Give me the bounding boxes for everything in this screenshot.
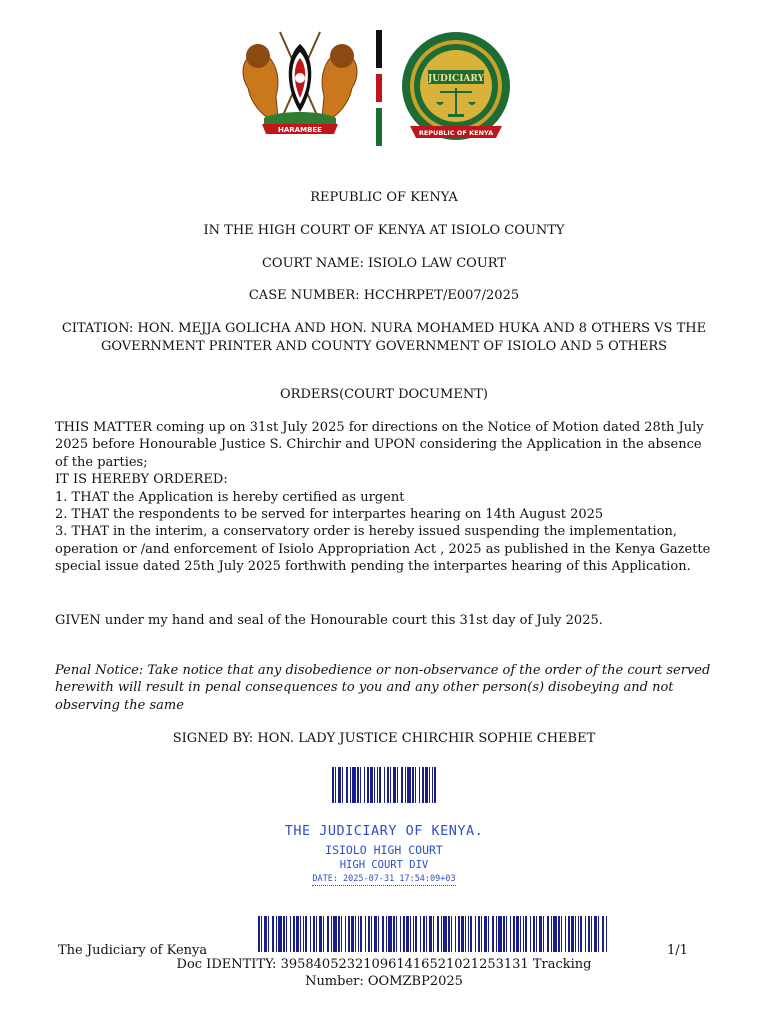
barcode-bar bbox=[393, 916, 395, 952]
barcode-bar bbox=[384, 767, 385, 803]
judiciary-seal bbox=[398, 30, 514, 146]
barcode-bar bbox=[598, 916, 599, 952]
barcode-bar bbox=[536, 916, 537, 952]
barcode-bar bbox=[276, 916, 277, 952]
barcode-bar bbox=[568, 916, 570, 952]
order-line: 1. THAT the Application is hereby certified as urgent bbox=[55, 489, 405, 505]
barcode-bar bbox=[364, 767, 365, 803]
barcode-bar bbox=[441, 916, 442, 952]
stamp-division: HIGH COURT DIV bbox=[339, 859, 429, 871]
barcode-bar bbox=[513, 916, 515, 952]
barcode-bar bbox=[468, 916, 469, 952]
barcode-bar bbox=[358, 916, 359, 952]
barcode-bar bbox=[405, 767, 406, 803]
barcode-bar bbox=[470, 916, 472, 952]
barcode-bar bbox=[333, 916, 337, 952]
barcode-bar bbox=[523, 916, 524, 952]
barcode-bar bbox=[387, 767, 389, 803]
barcode-bar bbox=[594, 916, 597, 952]
barcode-bar bbox=[455, 916, 456, 952]
barcode-bar bbox=[448, 916, 450, 952]
barcode-bar bbox=[551, 916, 552, 952]
barcode-bar bbox=[498, 916, 502, 952]
barcode-bar bbox=[374, 767, 375, 803]
barcode-bar bbox=[533, 916, 535, 952]
barcode-bar bbox=[335, 767, 336, 803]
seal-title: JUDICIARY bbox=[427, 74, 485, 84]
footer-left: The Judiciary of Kenya bbox=[58, 943, 208, 958]
barcode-bar bbox=[478, 916, 480, 952]
order-line: 2025 before Honourable Justice S. Chirchir and UPON considering the Application in the absence bbox=[55, 437, 702, 453]
barcode-bar bbox=[415, 916, 417, 952]
order-line: 3. THAT in the interim, a conservatory order is hereby issued suspending the implementation, bbox=[55, 524, 678, 540]
barcode-bar bbox=[413, 916, 414, 952]
barcode-bar bbox=[530, 916, 531, 952]
barcode-bar bbox=[360, 767, 361, 803]
barcode-bar bbox=[506, 916, 507, 952]
barcode-bar bbox=[461, 916, 464, 952]
barcode-bar bbox=[520, 916, 521, 952]
barcode-bar bbox=[350, 767, 351, 803]
barcode-bar bbox=[355, 916, 356, 952]
barcode-bar bbox=[338, 916, 340, 952]
penal-line: herewith will result in penal consequences to you and any other person(s) disobeying and not bbox=[55, 680, 674, 696]
barcode-bar bbox=[342, 767, 343, 803]
barcode-bar bbox=[378, 916, 379, 952]
citation-line-1: CITATION: HON. MEJJA GOLICHA AND HON. NURA MOHAMED HUKA AND 8 OTHERS VS THE bbox=[61, 321, 707, 336]
barcode-bar bbox=[571, 916, 574, 952]
barcode-bar bbox=[388, 916, 392, 952]
barcode-bar bbox=[346, 767, 348, 803]
order-line: special issue dated 25th July 2025 forthwith pending the interpartes hearing of this Application. bbox=[55, 559, 691, 575]
barcode-bar bbox=[565, 916, 566, 952]
barcode-bar bbox=[410, 916, 411, 952]
barcode-bar bbox=[602, 916, 604, 952]
barcode-bar bbox=[591, 916, 592, 952]
barcode-bar bbox=[303, 916, 304, 952]
arms-motto: HARAMBEE bbox=[278, 126, 322, 134]
barcode-bar bbox=[393, 767, 396, 803]
penal-notice bbox=[55, 662, 715, 714]
barcode-bar bbox=[390, 767, 391, 803]
barcode-bar bbox=[377, 767, 378, 803]
court-heading: IN THE HIGH COURT OF KENYA AT ISIOLO COUNTY bbox=[203, 223, 565, 238]
barcode-bar bbox=[434, 767, 436, 803]
barcode-bar bbox=[331, 916, 332, 952]
barcode-bar bbox=[475, 916, 476, 952]
citation-line-2: GOVERNMENT PRINTER AND COUNTY GOVERNMENT OF ISIOLO AND 5 OTHERS bbox=[100, 339, 668, 354]
barcode-bar bbox=[426, 916, 427, 952]
barcode-bar bbox=[558, 916, 560, 952]
stamp-barcode bbox=[332, 767, 436, 803]
barcode-bar bbox=[407, 767, 411, 803]
barcode-bar bbox=[352, 767, 356, 803]
barcode-bar bbox=[327, 916, 329, 952]
barcode-bar bbox=[313, 916, 315, 952]
stamp-date bbox=[0, 874, 768, 884]
order-line: IT IS HEREBY ORDERED: bbox=[55, 472, 228, 488]
barcode-bar bbox=[547, 916, 549, 952]
barcode-bar bbox=[429, 916, 432, 952]
barcode-bar bbox=[319, 916, 322, 952]
barcode-bar bbox=[575, 916, 576, 952]
barcode-bar bbox=[484, 916, 487, 952]
barcode-bar bbox=[561, 916, 562, 952]
barcode-bar bbox=[397, 767, 398, 803]
barcode-bar bbox=[492, 916, 494, 952]
barcode-bar bbox=[300, 916, 301, 952]
barcode-bar bbox=[323, 916, 324, 952]
barcode-bar bbox=[423, 916, 425, 952]
barcode-bar bbox=[348, 916, 350, 952]
barcode-bar bbox=[401, 767, 403, 803]
barcode-bar bbox=[305, 916, 307, 952]
barcode-bar bbox=[382, 916, 384, 952]
barcode-bar bbox=[458, 916, 460, 952]
flag-divider bbox=[376, 30, 382, 146]
barcode-bar bbox=[465, 916, 466, 952]
barcode-bar bbox=[488, 916, 489, 952]
barcode-bar bbox=[403, 916, 405, 952]
barcode-bar bbox=[510, 916, 511, 952]
barcode-bar bbox=[374, 916, 377, 952]
barcode-bar bbox=[585, 916, 586, 952]
order-line: 2. THAT the respondents to be served for interpartes hearing on 14th August 2025 bbox=[55, 507, 604, 523]
barcode-bar bbox=[367, 767, 369, 803]
order-body bbox=[55, 419, 715, 576]
barcode-bar bbox=[345, 916, 346, 952]
barcode-bar bbox=[496, 916, 497, 952]
barcode-bar bbox=[341, 916, 342, 952]
barcode-bar bbox=[290, 916, 291, 952]
barcode-bar bbox=[406, 916, 409, 952]
doc-identity-line-1: Doc IDENTITY: 3958405232109614165210212531​31 Tracking bbox=[176, 957, 592, 972]
page-number: 1/1 bbox=[667, 943, 688, 958]
barcode-bar bbox=[543, 916, 544, 952]
barcode-bar bbox=[503, 916, 505, 952]
barcode-bar bbox=[553, 916, 557, 952]
order-line: THIS MATTER coming up on 31st July 2025 for directions on the Notice of Motion dated 28th July bbox=[55, 420, 704, 435]
barcode-bar bbox=[357, 767, 359, 803]
barcode-bar bbox=[580, 916, 582, 952]
barcode-bar bbox=[370, 767, 373, 803]
doc-identity-line-2: Number: OOMZBP2025 bbox=[305, 974, 463, 989]
penal-line: Penal Notice: Take notice that any disobedience or non-observance of the order of the court served bbox=[55, 663, 711, 678]
barcode-bar bbox=[396, 916, 397, 952]
barcode-bar bbox=[539, 916, 542, 952]
barcode-bar bbox=[283, 916, 285, 952]
stamp-court: ISIOLO HIGH COURT bbox=[325, 843, 443, 857]
barcode-bar bbox=[332, 767, 334, 803]
barcode-bar bbox=[261, 916, 262, 952]
barcode-bar bbox=[422, 767, 424, 803]
orders-title: ORDERS(COURT DOCUMENT) bbox=[280, 387, 488, 402]
barcode-bar bbox=[525, 916, 527, 952]
barcode-bar bbox=[264, 916, 267, 952]
barcode-bar bbox=[296, 916, 299, 952]
barcode-bar bbox=[415, 767, 416, 803]
barcode-bar bbox=[432, 767, 433, 803]
seal-ribbon: REPUBLIC OF KENYA bbox=[418, 129, 494, 137]
barcode-bar bbox=[481, 916, 482, 952]
barcode-bar bbox=[578, 916, 579, 952]
barcode-bar bbox=[386, 916, 387, 952]
barcode-bar bbox=[443, 916, 447, 952]
barcode-bar bbox=[293, 916, 295, 952]
republic-heading: REPUBLIC OF KENYA bbox=[310, 190, 458, 205]
barcode-bar bbox=[419, 767, 420, 803]
barcode-bar bbox=[379, 767, 381, 803]
barcode-bar bbox=[420, 916, 421, 952]
barcode-bar bbox=[310, 916, 311, 952]
barcode-bar bbox=[588, 916, 590, 952]
barcode-bar bbox=[286, 916, 287, 952]
barcode-bar bbox=[433, 916, 434, 952]
barcode-bar bbox=[338, 767, 341, 803]
document-barcode bbox=[258, 916, 608, 952]
barcode-bar bbox=[351, 916, 354, 952]
barcode-bar bbox=[278, 916, 282, 952]
barcode-bar bbox=[429, 767, 430, 803]
barcode-bar bbox=[360, 916, 362, 952]
barcode-bar bbox=[268, 916, 269, 952]
stamp-date-text: DATE: 2025-07-31 17:54:09+03 bbox=[312, 874, 456, 884]
given-line: GIVEN under my hand and seal of the Honourable court this 31st day of July 2025. bbox=[55, 613, 603, 628]
barcode-bar bbox=[400, 916, 401, 952]
case-number: CASE NUMBER: HCCHRPET/E007/2025 bbox=[248, 288, 520, 303]
kenya-coat-of-arms bbox=[238, 26, 362, 138]
barcode-bar bbox=[316, 916, 317, 952]
barcode-bar bbox=[425, 767, 428, 803]
barcode-bar bbox=[437, 916, 439, 952]
stamp-title: THE JUDICIARY OF KENYA. bbox=[284, 823, 484, 839]
barcode-bar bbox=[365, 916, 366, 952]
barcode-bar bbox=[412, 767, 414, 803]
barcode-bar bbox=[258, 916, 260, 952]
penal-line: observing the same bbox=[55, 697, 184, 713]
barcode-bar bbox=[451, 916, 452, 952]
barcode-bar bbox=[516, 916, 519, 952]
court-name: COURT NAME: ISIOLO LAW COURT bbox=[261, 256, 507, 271]
signed-by: SIGNED BY: HON. LADY JUSTICE CHIRCHIR SOPHIE CHEBET bbox=[172, 731, 596, 746]
barcode-bar bbox=[606, 916, 607, 952]
order-line: operation or /and enforcement of Isiolo Appropriation Act , 2025 as published in the Kenya Gazette bbox=[55, 541, 711, 557]
order-line: of the parties; bbox=[55, 454, 148, 470]
barcode-bar bbox=[371, 916, 372, 952]
barcode-bar bbox=[272, 916, 274, 952]
barcode-bar bbox=[368, 916, 370, 952]
